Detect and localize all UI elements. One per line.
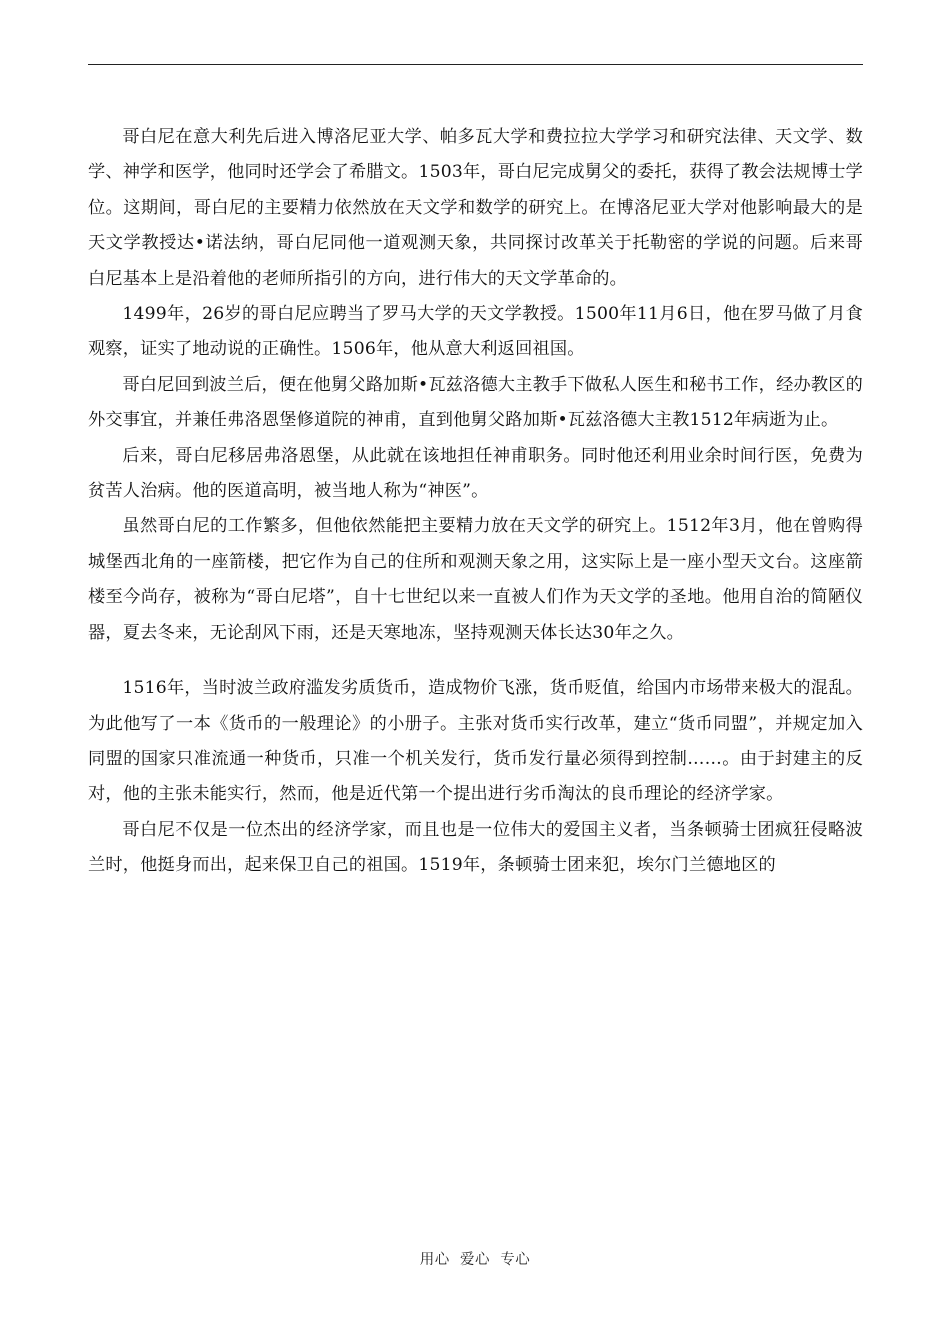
paragraph-education: 哥白尼在意大利先后进入博洛尼亚大学、帕多瓦大学和费拉拉大学学习和研究法律、天文学、数学、神学和医学，他同时还学会了希腊文。1503年，哥白尼完成舅父的委托，获得了教会法规博士学位。这期间，哥白尼的主要精力依然放在天文学和数学的研究上。在博洛尼亚大学对他影响最大的是天文学教授达•诺法纳，哥白尼同他一道观测天象，共同探讨改革关于托勒密的学说的问题。后来哥白尼基本上是沿着他的老师所指引的方向，进行伟大的天文学革命的。 [88,127,863,289]
paragraph-gap [88,651,863,671]
paragraph-copernicus-tower: 虽然哥白尼的工作繁多，但他依然能把主要精力放在天文学的研究上。1512年3月，他在曾购得城堡西北角的一座箭楼，把它作为自己的住所和观测天象之用，这实际上是一座小型天文台。这座箭楼至今尚存，被称为“哥白尼塔”，自十七世纪以来一直被人们作为天文学的圣地。他用自治的简陋仪器，夏去冬来，无论刮风下雨，还是天寒地冻，坚持观测天体长达30年之久。 [88,516,863,643]
paragraph-rome-professorship: 1499年，26岁的哥白尼应聘当了罗马大学的天文学教授。1500年11月6日，他在罗马做了月食观察，证实了地动说的正确性。1506年，他从意大利返回祖国。 [88,304,863,360]
page-footer: 用心 爱心 专心 [419,1252,531,1268]
paragraph-return-to-poland: 哥白尼回到波兰后，便在他舅父路加斯•瓦兹洛德大主教手下做私人医生和秘书工作，经办教区的外交事宜，并兼任弗洛恩堡修道院的神甫，直到他舅父路加斯•瓦兹洛德大主教1512年病逝为止。 [88,374,864,431]
paragraph-patriot: 哥白尼不仅是一位杰出的经济学家，而且也是一位伟大的爱国主义者，当条顿骑士团疯狂侵略波兰时，他挺身而出，起来保卫自己的祖国。1519年，条顿骑士团来犯，埃尔门兰德地区的 [88,819,863,876]
paragraph-currency-reform: 1516年，当时波兰政府滥发劣质货币，造成物价飞涨，货币贬值，给国内市场带来极大的混乱。为此他写了一本《货币的一般理论》的小册子。主张对货币实行改革，建立“货币同盟”，并规定加入同盟的国家只准流通一种货币，只准一个机关发行，货币发行量必须得到控制……。由于封建主的反对，他的主张未能实行，然而，他是近代第一个提出进行劣币淘汰的良币理论的经济学家。 [88,678,863,805]
header-rule [88,64,863,65]
paragraph-frombork: 后来，哥白尼移居弗洛恩堡，从此就在该地担任神甫职务。同时他还利用业余时间行医，免费为贫苦人治病。他的医道高明，被当地人称为“神医”。 [88,445,863,502]
document-body [88,120,863,884]
